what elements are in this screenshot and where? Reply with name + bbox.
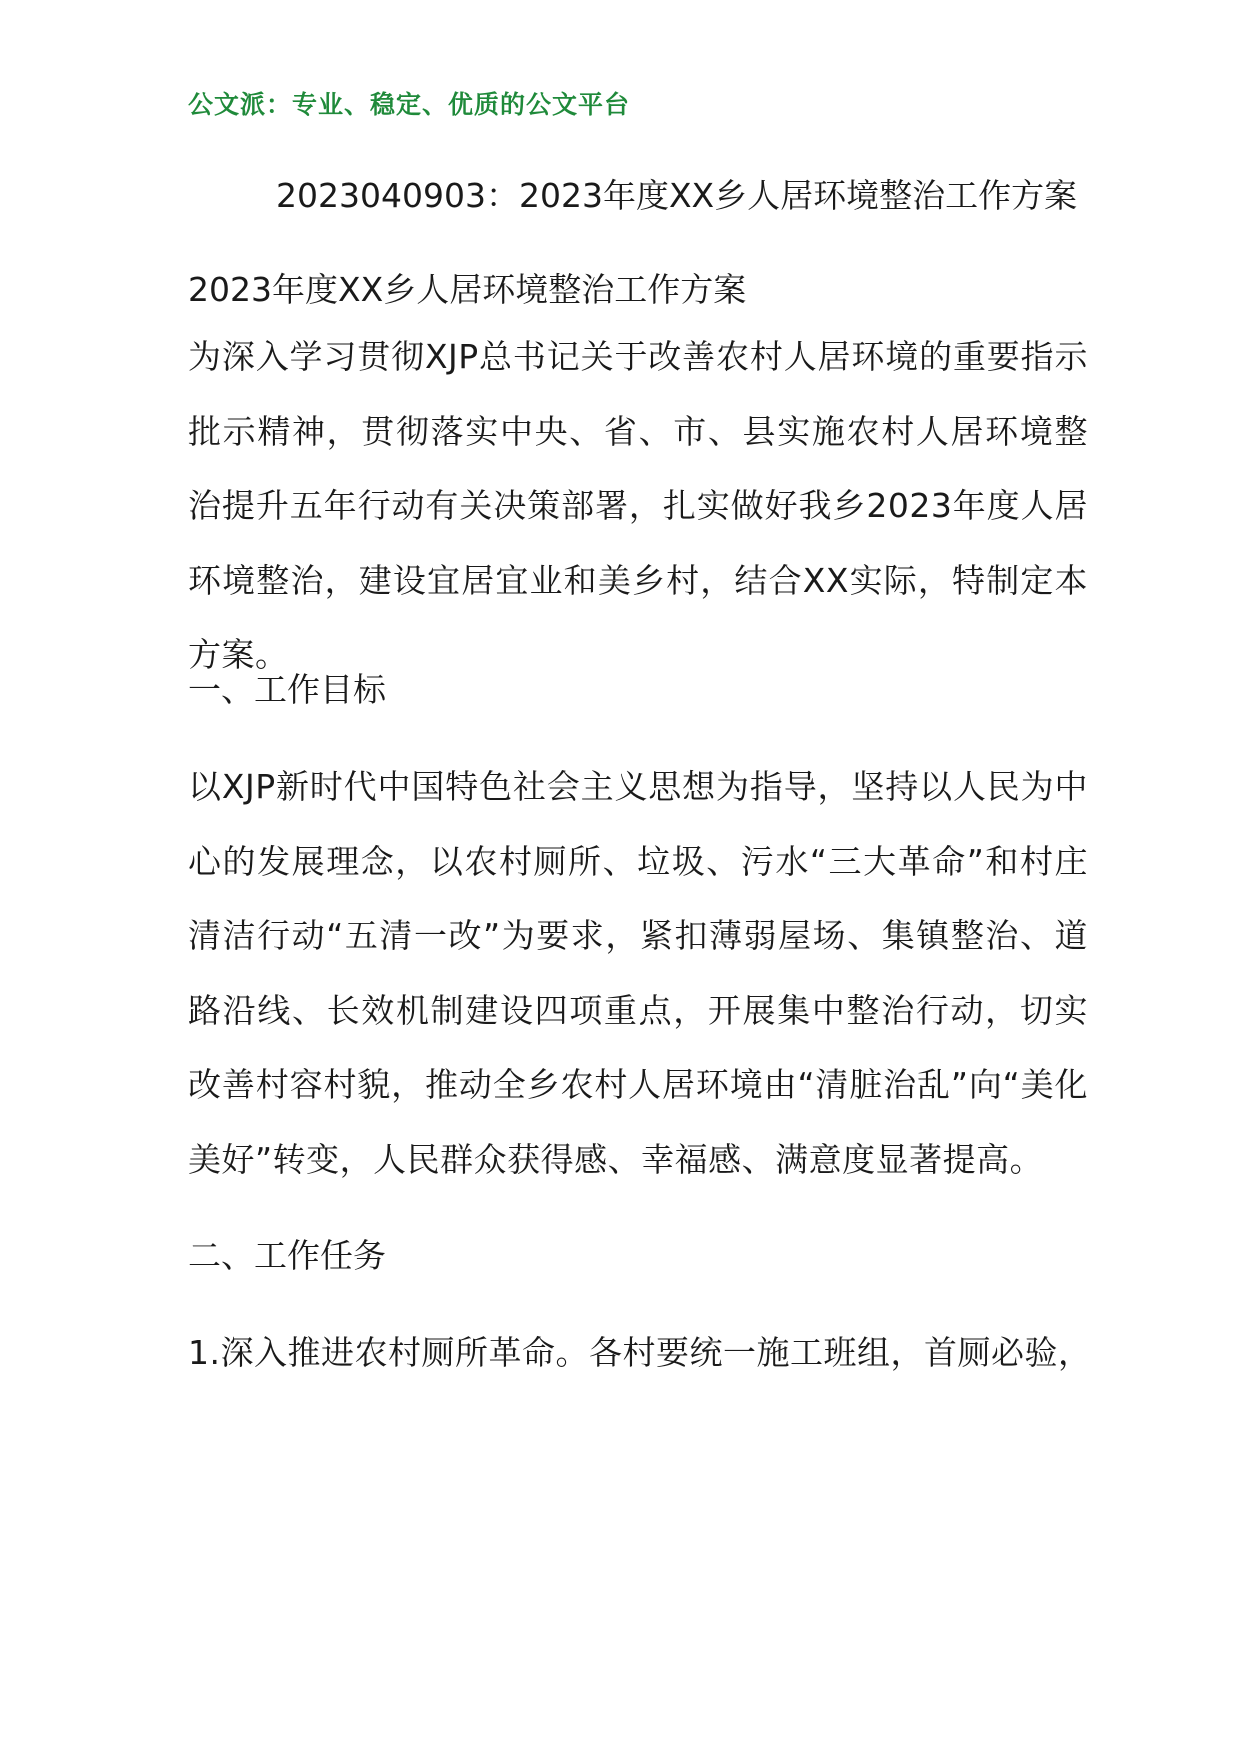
document-subtitle: 2023年度XX乡人居环境整治工作方案 — [188, 270, 747, 309]
document-title: 2023040903：2023年度XX乡人居环境整治工作方案 — [276, 176, 1078, 215]
task-item-1: 1.深入推进农村厕所革命。各村要统一施工班组，首厕必验， — [188, 1333, 1092, 1372]
intro-paragraph: 为深入学习贯彻XJP总书记关于改善农村人居环境的重要指示批示精神，贯彻落实中央、省、市、县实施农村人居环境整治提升五年行动有关决策部署，扎实做好我乡2023年度人居环境整治，建设宜居宜业和美乡村，结合XX实际，特制定本方案。 — [188, 337, 1088, 674]
section-heading-goals: 一、工作目标 — [188, 670, 386, 709]
goals-paragraph: 以XJP新时代中国特色社会主义思想为指导，坚持以人民为中心的发展理念，以农村厕所、垃圾、污水“三大革命”和村庄清洁行动“五清一改”为要求，紧扣薄弱屋场、集镇整治、道路沿线、长效机制建设四项重点，开展集中整治行动，切实改善村容村貌，推动全乡农村人居环境由“清脏治乱”向“美化美好”转变，人民群众获得感、幸福感、满意度显著提高。 — [188, 767, 1088, 1179]
brand-header: 公文派：专业、稳定、优质的公文平台 — [188, 90, 631, 119]
section-heading-tasks: 二、工作任务 — [188, 1236, 386, 1275]
